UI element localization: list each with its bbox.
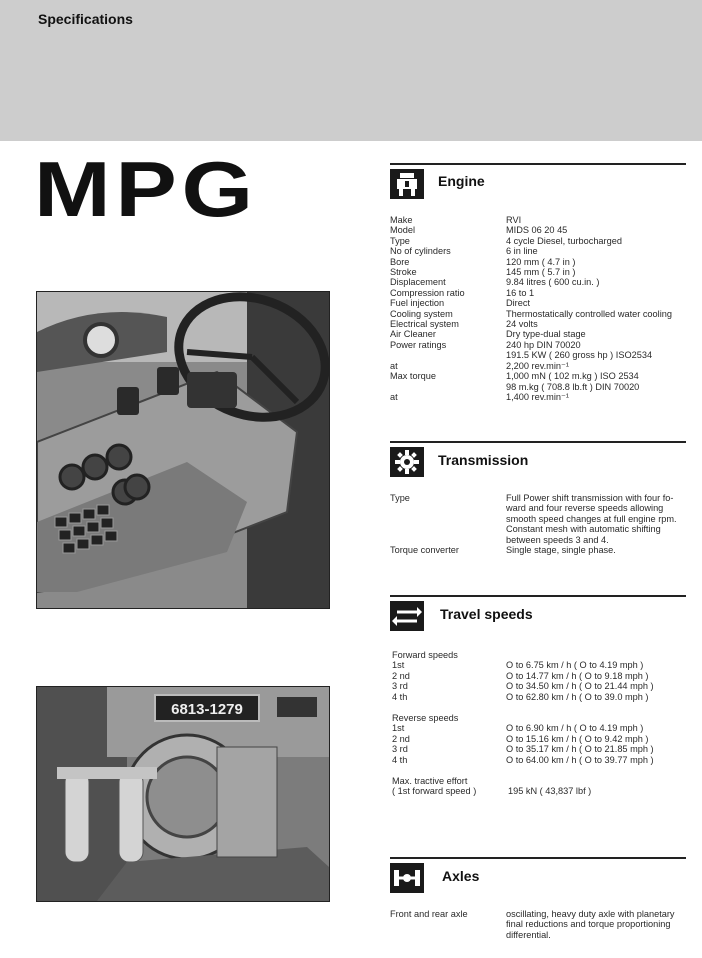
spec-label: Displacement <box>390 277 446 288</box>
section-rule <box>390 595 686 597</box>
spec-label: 4 th <box>392 691 408 702</box>
axles-title: Axles <box>442 868 480 884</box>
reverse-speeds-label: Reverse speeds <box>392 713 459 724</box>
arrows-icon <box>390 601 424 631</box>
spec-row <box>390 392 690 402</box>
spec-row <box>390 329 690 339</box>
text-line: Full Power shift transmission with four fo- <box>506 493 674 503</box>
spec-label: 1st <box>392 723 405 734</box>
spec-row <box>392 755 692 765</box>
spec-label: Air Cleaner <box>390 329 436 340</box>
spec-value: O to 6.75 km / h ( O to 4.19 mph ) <box>506 660 644 671</box>
transmission-type-label: Type <box>390 493 410 503</box>
spec-label: 2 nd <box>392 670 410 681</box>
spec-value: O to 34.50 km / h ( O to 21.44 mph ) <box>506 681 654 692</box>
spec-row <box>390 288 690 298</box>
spec-label: Model <box>390 225 416 236</box>
spec-value: 240 hp DIN 70020 <box>506 339 581 350</box>
spec-value: RVI <box>506 215 522 225</box>
spec-label: Make <box>390 215 413 225</box>
spec-label: Electrical system <box>390 319 459 330</box>
text-line: oscillating, heavy duty axle with planetary <box>506 909 675 919</box>
axle-label: Front and rear axle <box>390 909 468 919</box>
spec-value: 120 mm ( 4.7 in ) <box>506 256 576 267</box>
engine-icon <box>390 169 424 199</box>
engine-title: Engine <box>438 173 485 189</box>
spec-value: O to 64.00 km / h ( O to 39.77 mph ) <box>506 754 654 765</box>
spec-row <box>392 744 692 754</box>
spec-value: 1,400 rev.min⁻¹ <box>506 391 569 402</box>
spec-value: 24 volts <box>506 319 538 330</box>
spec-value: 4 cycle Diesel, turbocharged <box>506 235 622 246</box>
text-line: Constant mesh with automatic shifting <box>506 524 661 535</box>
spec-row <box>392 660 692 670</box>
spec-row <box>392 681 692 691</box>
spec-label <box>390 350 506 360</box>
spec-value: 145 mm ( 5.7 in ) <box>506 267 576 278</box>
spec-label: at <box>390 391 398 402</box>
spec-row <box>390 225 690 235</box>
spec-label: Max torque <box>390 371 436 382</box>
section-rule <box>390 163 686 165</box>
tractive-effort-value: 195 kN ( 43,837 lbf ) <box>508 786 592 797</box>
spec-value: MIDS 06 20 45 <box>506 225 568 236</box>
spec-row <box>390 361 690 371</box>
spec-label: at <box>390 360 398 371</box>
spec-row <box>390 371 690 381</box>
spec-label <box>390 382 506 392</box>
cab-interior-photo <box>36 291 330 609</box>
transmission-specs <box>390 493 690 555</box>
transmission-title: Transmission <box>438 452 529 468</box>
spec-row <box>392 692 692 702</box>
spec-row <box>390 319 690 329</box>
spec-row <box>390 257 690 267</box>
torque-converter-value: Single stage, single phase. <box>506 545 616 556</box>
spec-row <box>390 382 690 392</box>
spec-label: No of cylinders <box>390 246 451 257</box>
spec-row <box>390 267 690 277</box>
spec-value: O to 62.80 km / h ( O to 39.0 mph ) <box>506 691 649 702</box>
text-line: ward and four reverse speeds allowing <box>506 503 664 514</box>
spec-value: Direct <box>506 298 530 309</box>
travel-speeds-specs <box>392 650 692 797</box>
spec-label: Stroke <box>390 267 417 278</box>
spec-row <box>390 246 690 256</box>
model-logo: MPG <box>34 145 258 233</box>
text-line: between speeds 3 and 4. <box>506 534 609 545</box>
axle-value <box>506 909 690 940</box>
spec-value: O to 14.77 km / h ( O to 9.18 mph ) <box>506 670 649 681</box>
spec-row <box>392 723 692 733</box>
spec-label: 4 th <box>392 754 408 765</box>
spec-row <box>392 734 692 744</box>
spec-row <box>390 350 690 360</box>
spec-value: 9.84 litres ( 600 cu.in. ) <box>506 277 600 288</box>
torque-converter-label: Torque converter <box>390 545 459 556</box>
spec-label: Fuel injection <box>390 298 445 309</box>
spec-label: Bore <box>390 256 410 267</box>
spec-value: O to 6.90 km / h ( O to 4.19 mph ) <box>506 723 644 734</box>
tractive-effort-label: Max. tractive effort <box>392 776 468 787</box>
text-line: smooth speed changes at full engine rpm. <box>506 513 677 524</box>
engine-specs <box>390 215 690 402</box>
spec-row <box>390 236 690 246</box>
spec-label: Compression ratio <box>390 287 465 298</box>
spec-value: 191.5 KW ( 260 gross hp ) ISO2534 <box>506 350 653 361</box>
spec-label: 1st <box>392 660 405 671</box>
transmission-type-value <box>506 493 690 545</box>
spec-value: 98 m.kg ( 708.8 lb.ft ) DIN 70020 <box>506 381 640 392</box>
spec-value: 16 to 1 <box>506 287 535 298</box>
spec-value: Thermostatically controlled water cooling <box>506 308 672 319</box>
axles-specs <box>390 909 690 940</box>
spec-label: 2 nd <box>392 733 410 744</box>
spec-row <box>392 671 692 681</box>
spec-value: 1,000 mN ( 102 m.kg ) ISO 2534 <box>506 371 639 382</box>
spec-row <box>390 277 690 287</box>
spec-label: 3 rd <box>392 681 408 692</box>
spec-value: 2,200 rev.min⁻¹ <box>506 360 569 371</box>
tractive-effort-sublabel: ( 1st forward speed ) <box>392 786 477 797</box>
text-line: final reductions and torque proportioning <box>506 919 671 930</box>
text-line: differential. <box>506 929 551 940</box>
winch-photo <box>36 686 330 902</box>
spec-value: O to 35.17 km / h ( O to 21.85 mph ) <box>506 744 654 755</box>
spec-row <box>390 298 690 308</box>
spec-row <box>390 215 690 225</box>
spec-value: 6 in line <box>506 246 538 257</box>
gear-icon <box>390 447 424 477</box>
spec-row <box>390 309 690 319</box>
spec-label: Cooling system <box>390 308 453 319</box>
travel-speeds-title: Travel speeds <box>440 606 533 622</box>
axle-icon <box>390 863 424 893</box>
forward-speeds-label: Forward speeds <box>392 650 458 660</box>
spec-label: Type <box>390 235 410 246</box>
spec-label: 3 rd <box>392 744 408 755</box>
plate-number: 6813-1279 <box>171 701 243 718</box>
spec-label: Power ratings <box>390 339 447 350</box>
spec-value: O to 15.16 km / h ( O to 9.42 mph ) <box>506 733 649 744</box>
page-title: Specifications <box>38 11 133 27</box>
spec-row <box>390 340 690 350</box>
section-rule <box>390 857 686 859</box>
spec-value: Dry type-dual stage <box>506 329 586 340</box>
section-rule <box>390 441 686 443</box>
